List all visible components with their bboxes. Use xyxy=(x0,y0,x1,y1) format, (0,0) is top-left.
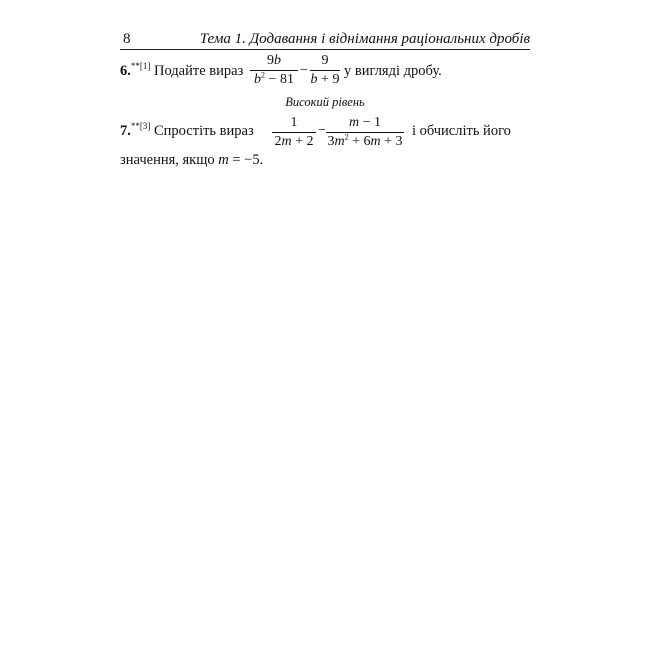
fraction-9-over-b-plus-9 xyxy=(310,52,340,89)
page-header xyxy=(120,30,530,50)
fraction-denominator: $b^2 - 81$ xyxy=(254,70,294,87)
task-7-intro xyxy=(120,123,254,140)
minus-operator: − xyxy=(318,123,326,138)
chapter-title: Тема 1. Додавання і віднімання раціональних дробів xyxy=(199,31,530,47)
level-heading: Високий рівень xyxy=(285,95,365,109)
task-7-second-line: значення, якщо m = −5. xyxy=(120,152,264,168)
fraction-denominator: 2m + 2 xyxy=(274,134,314,149)
task-text: Подайте вираз xyxy=(154,63,244,79)
minus-operator: − xyxy=(300,63,308,78)
task-7-ending: і обчисліть його xyxy=(412,123,511,139)
page-number: 8 xyxy=(123,31,131,47)
task-number: 6. xyxy=(120,63,131,79)
fraction-m-1-over-3m2-6m-3 xyxy=(326,114,404,151)
task-number: 7. xyxy=(120,123,131,139)
fraction-numerator: 9b xyxy=(267,53,281,68)
task-text: Спростіть вираз xyxy=(154,123,254,139)
fraction-numerator: m − 1 xyxy=(348,115,382,130)
fraction-numerator: 9 xyxy=(321,53,329,68)
fraction-denominator: b + 9 xyxy=(310,72,340,87)
task-6-intro xyxy=(120,63,243,80)
fraction-denominator: $3m^2 + 6m + 3$ xyxy=(327,132,403,149)
difficulty-marker: **[1] xyxy=(130,61,151,72)
task-6-ending: у вигляді дробу. xyxy=(344,63,442,79)
fraction-numerator: 1 xyxy=(290,115,298,130)
header-divider xyxy=(120,49,530,50)
fraction-1-over-2m-plus-2 xyxy=(272,114,316,151)
difficulty-marker: **[3] xyxy=(130,121,151,132)
fraction-9b-over-b2-81 xyxy=(250,52,298,89)
